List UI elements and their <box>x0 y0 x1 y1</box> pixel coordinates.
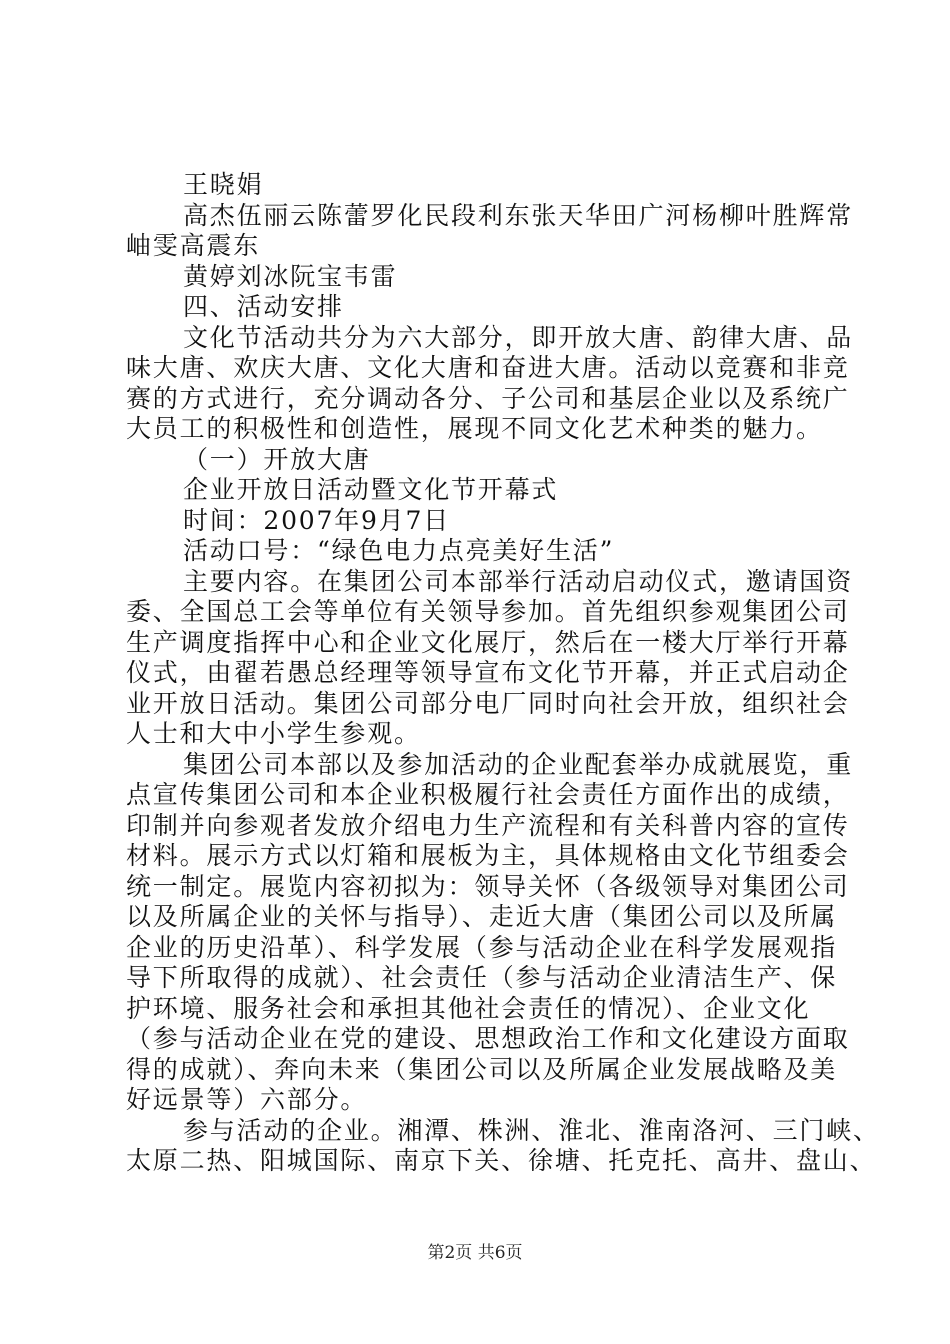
text-line: 生产调度指挥中心和企业文化展厅，然后在一楼大厅举行开幕 <box>126 627 850 657</box>
text-line: （一）开放大唐 <box>183 444 371 474</box>
text-line: 印制并向参观者发放介绍电力生产流程和有关科普内容的宣传 <box>126 810 850 840</box>
text-line: 赛的方式进行，充分调动各分、子公司和基层企业以及系统广 <box>126 383 850 413</box>
text-line: 时间：2007年9月7日 <box>183 505 451 535</box>
text-line: 企业开放日活动暨文化节开幕式 <box>183 475 559 504</box>
text-line: 点宣传集团公司和本企业积极履行社会责任方面作出的成绩， <box>126 780 850 809</box>
text-line: 参与活动的企业。湘潭、株洲、淮北、淮南洛河、三门峡、 <box>183 1115 880 1145</box>
text-line: 材料。展示方式以灯箱和展板为主，具体规格由文化节组委会 <box>126 841 850 870</box>
text-line: 仪式，由翟若愚总经理等领导宣布文化节开幕，并正式启动企 <box>126 658 850 687</box>
text-line: 太原二热、阳城国际、南京下关、徐塘、托克托、高井、盘山、 <box>126 1146 877 1175</box>
text-line: 岫雯高震东 <box>126 231 261 260</box>
text-line: 高杰伍丽云陈蕾罗化民段利东张天华田广河杨柳叶胜辉常 <box>183 200 854 230</box>
text-line: 大员工的积极性和创造性，展现不同文化艺术种类的魅力。 <box>126 414 823 443</box>
text-line: 主要内容。在集团公司本部举行活动启动仪式，邀请国资 <box>183 566 854 596</box>
text-line: 好远景等）六部分。 <box>126 1085 368 1114</box>
text-line: 导下所取得的成就）、社会责任（参与活动企业清洁生产、保 <box>126 963 838 992</box>
text-line: 以及所属企业的关怀与指导）、走近大唐（集团公司以及所属 <box>126 902 838 931</box>
text-line: 企业的历史沿革）、科学发展（参与活动企业在科学发展观指 <box>126 932 838 962</box>
page-footer: 第2页 共6页 <box>427 1243 523 1263</box>
text-line: 委、全国总工会等单位有关领导参加。首先组织参观集团公司 <box>126 597 850 626</box>
text-line: 得的成就）、奔向未来（集团公司以及所属企业发展战略及美 <box>126 1054 838 1084</box>
text-line: 统一制定。展览内容初拟为：领导关怀（各级领导对集团公司 <box>126 871 850 901</box>
text-line: 业开放日活动。集团公司部分电厂同时向社会开放，组织社会 <box>126 688 850 718</box>
text-line: （参与活动企业在党的建设、思想政治工作和文化建设方面取 <box>126 1024 850 1053</box>
text-line: 四、活动安排 <box>183 292 344 321</box>
text-line: 人士和大中小学生参观。 <box>126 719 421 748</box>
text-line: 王晓娟 <box>183 170 264 199</box>
text-line: 集团公司本部以及参加活动的企业配套举办成就展览，重 <box>183 749 854 779</box>
text-line: 味大唐、欢庆大唐、文化大唐和奋进大唐。活动以竞赛和非竞 <box>126 353 850 382</box>
text-line: 黄婷刘冰阮宝韦雷 <box>183 261 398 291</box>
document-body <box>126 170 880 1177</box>
text-line: 文化节活动共分为六大部分，即开放大唐、韵律大唐、品 <box>183 322 854 352</box>
text-line: 活动口号：“绿色电力点亮美好生活” <box>183 536 615 565</box>
text-line: 护环境、服务社会和承担其他社会责任的情况）、企业文化 <box>126 993 811 1023</box>
